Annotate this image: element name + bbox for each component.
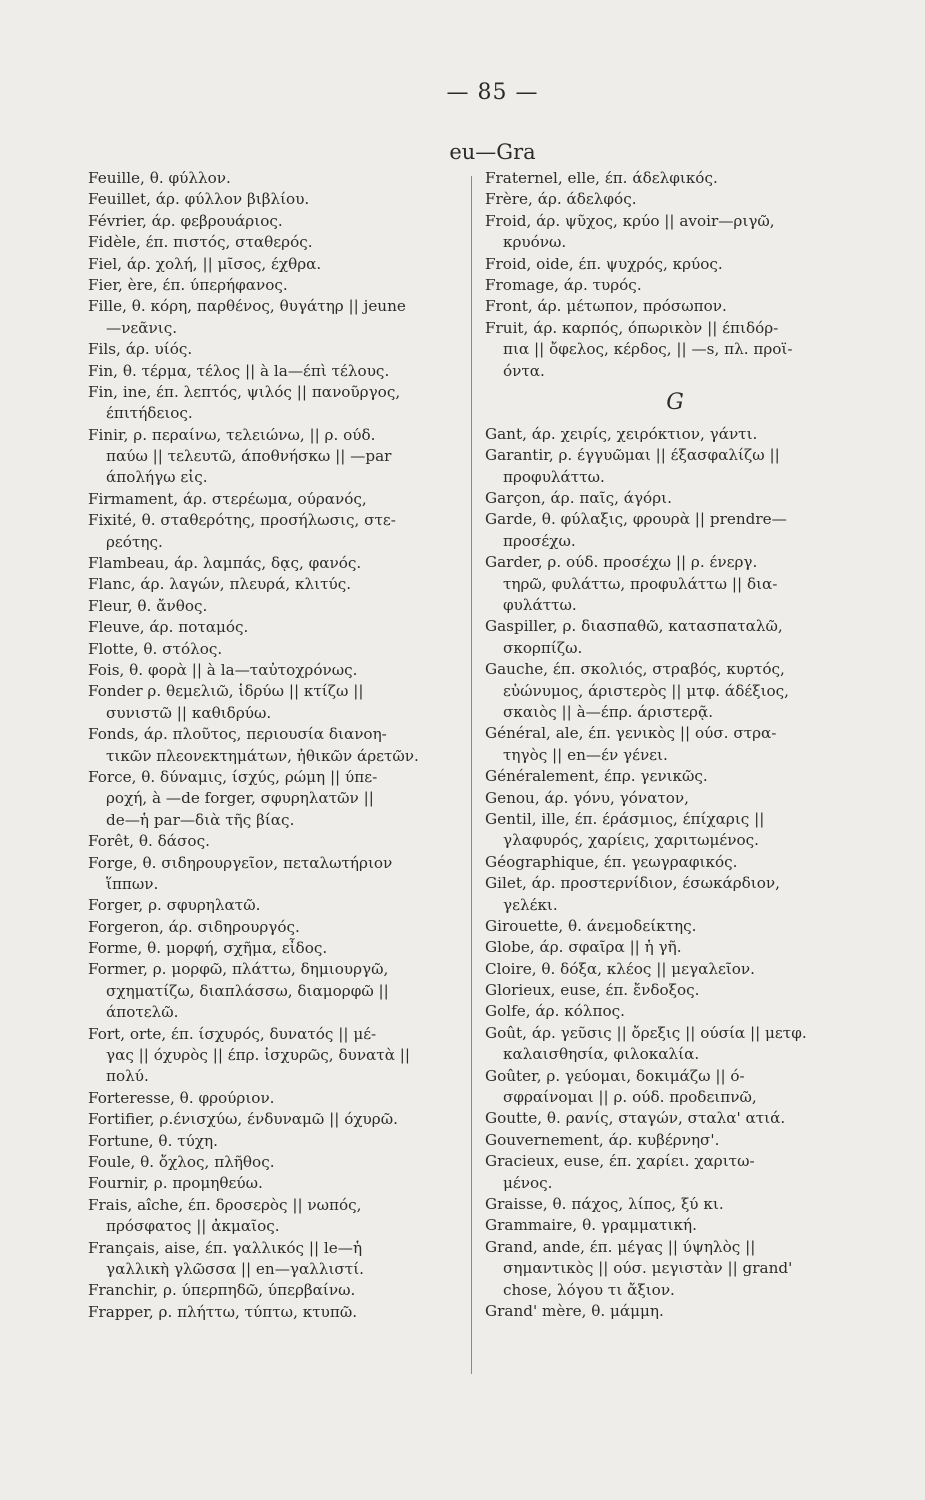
dictionary-entry-line: Forgeron, άρ. σιδηρουργός. bbox=[88, 917, 300, 936]
dictionary-entry-line: Forme, θ. μορφή, σχῆμα, εἶδος. bbox=[88, 939, 328, 958]
dictionary-entry-line: Fois, θ. φορὰ || à la—ταὐτοχρόνως. bbox=[88, 660, 358, 679]
dictionary-entry-line: Fruit, άρ. καρπός, όπωρικὸν || έπιδόρ- bbox=[485, 318, 779, 337]
entry-continuation-line: ρεότης. bbox=[106, 532, 163, 551]
entry-continuation-line: γας || όχυρὸς || έπρ. ἰσχυρῶς, δυνατὰ || bbox=[106, 1046, 411, 1065]
dictionary-entry-line: Gauche, έπ. σκολιός, στραβός, κυρτός, bbox=[485, 660, 785, 679]
entry-continuation-line: έπιτήδειος. bbox=[106, 404, 193, 423]
dictionary-entry-line: Gentil, ille, έπ. έράσμιος, έπίχαρις || bbox=[485, 809, 765, 828]
dictionary-entry-line: Front, άρ. μέτωπον, πρόσωπον. bbox=[485, 297, 727, 316]
dictionary-entry-line: Février, άρ. φεβρουάριος. bbox=[88, 211, 283, 230]
dictionary-entry-line: Fin, θ. τέρμα, τέλος || à la—έπὶ τέλους. bbox=[88, 361, 390, 380]
dictionary-entry-line: Gilet, άρ. προστερνίδιον, έσωκάρδιον, bbox=[485, 874, 780, 893]
dictionary-entry-line: Garantir, ρ. έγγυῶμαι || έξασφαλίζω || bbox=[485, 446, 780, 465]
dictionary-entry-line: Forger, ρ. σφυρηλατῶ. bbox=[88, 896, 261, 915]
entry-continuation-line: ροχή, à —de forger, σφυρηλατῶν || bbox=[106, 789, 374, 808]
entry-continuation-line: σημαντικὸς || ούσ. μεγιστὰν || grand' bbox=[503, 1259, 793, 1278]
dictionary-entry-line: Gaspiller, ρ. διασπαθῶ, κατασπαταλῶ, bbox=[485, 617, 783, 636]
page-number: — 85 — bbox=[446, 80, 539, 105]
dictionary-entry-line: Fiel, άρ. χολή, || μῖσος, έχθρα. bbox=[88, 254, 322, 273]
dictionary-entry-line: Fleur, θ. ἄνθος. bbox=[88, 596, 208, 615]
dictionary-entry-line: Graisse, θ. πάχος, λίπος, ξύ κι. bbox=[485, 1194, 724, 1213]
entry-continuation-line: μένος. bbox=[503, 1173, 553, 1192]
dictionary-entry-line: Flotte, θ. στόλος. bbox=[88, 639, 223, 658]
entry-continuation-line: σκορπίζω. bbox=[503, 638, 583, 657]
dictionary-entry-line: Garder, ρ. ούδ. προσέχω || ρ. ένεργ. bbox=[485, 553, 758, 572]
entry-continuation-line: άπολήγω εἰς. bbox=[106, 468, 208, 487]
dictionary-entry-line: Gouvernement, άρ. κυβέρνησ'. bbox=[485, 1130, 720, 1149]
entry-range-header: eu—Gra bbox=[449, 140, 536, 164]
dictionary-entry-line: Français, aise, έπ. γαλλικός || le—ἡ bbox=[88, 1238, 363, 1257]
dictionary-entry-line: Goutte, θ. ρανίς, σταγών, σταλα' ατιά. bbox=[485, 1109, 786, 1128]
section-letter-g: G bbox=[666, 389, 684, 415]
left-column bbox=[88, 168, 463, 1323]
dictionary-entry-line: Fille, θ. κόρη, παρθένος, θυγάτηρ || jeune bbox=[88, 297, 406, 316]
entry-continuation-line: φυλάττω. bbox=[503, 596, 577, 615]
entry-continuation-line: —νεᾶνις. bbox=[106, 318, 178, 337]
entry-continuation-line: γλαφυρός, χαρίεις, χαριτωμένος. bbox=[503, 831, 759, 850]
dictionary-entry-line: Forêt, θ. δάσος. bbox=[88, 832, 210, 851]
dictionary-entry-line: Fonder ρ. θεμελιῶ, ἱδρύω || κτίζω || bbox=[88, 682, 364, 701]
dictionary-entry-line: Flambeau, άρ. λαμπάς, δᾳς, φανός. bbox=[88, 554, 362, 573]
dictionary-entry-line: Feuillet, άρ. φύλλον βιβλίου. bbox=[88, 190, 310, 209]
dictionary-entry-line: Frais, aîche, έπ. δροσερὸς || νωπός, bbox=[88, 1195, 362, 1214]
dictionary-entry-line: Golfe, άρ. κόλπος. bbox=[485, 1002, 625, 1021]
dictionary-entry-line: Géographique, έπ. γεωγραφικός. bbox=[485, 852, 738, 871]
dictionary-entry-line: Fort, orte, έπ. ίσχυρός, δυνατός || μέ- bbox=[88, 1024, 377, 1043]
dictionary-entry-line: Gant, άρ. χειρίς, χειρόκτιον, γάντι. bbox=[485, 424, 758, 443]
entry-continuation-line: σκαιὸς || à—έπρ. άριστερᾷ. bbox=[503, 702, 714, 721]
entry-continuation-line: γαλλικὴ γλῶσσα || en—γαλλιστί. bbox=[106, 1259, 364, 1278]
right-column bbox=[485, 168, 865, 1322]
dictionary-entry-line: Généralement, έπρ. γενικῶς. bbox=[485, 767, 708, 786]
dictionary-entry-line: Froid, oide, έπ. ψυχρός, κρύος. bbox=[485, 254, 723, 273]
dictionary-entry-line: Franchir, ρ. ύπερπηδῶ, ύπερβαίνω. bbox=[88, 1281, 356, 1300]
dictionary-entry-line: Globe, άρ. σφαῖρα || ἡ γῆ. bbox=[485, 938, 682, 957]
dictionary-entry-line: Fonds, άρ. πλοῦτος, περιουσία διανοη- bbox=[88, 725, 387, 744]
entry-continuation-line: εὐώνυμος, άριστερὸς || μτφ. άδέξιος, bbox=[503, 681, 789, 700]
entry-continuation-line: συνιστῶ || καθιδρύω. bbox=[106, 703, 272, 722]
dictionary-entry-line: Fin, ine, έπ. λεπτός, ψιλός || πανοῦργος, bbox=[88, 382, 401, 401]
entry-continuation-line: chose, λόγου τι ἄξιον. bbox=[503, 1280, 675, 1299]
dictionary-entry-line: Flanc, άρ. λαγών, πλευρά, κλιτύς. bbox=[88, 575, 352, 594]
right-column-f-entries bbox=[485, 168, 865, 382]
dictionary-entry-line: Fier, ère, έπ. ύπερήφανος. bbox=[88, 275, 288, 294]
entry-continuation-line: σχηματίζω, διαπλάσσω, διαμορφῶ || bbox=[106, 981, 389, 1000]
entry-continuation-line: προφυλάττω. bbox=[503, 467, 605, 486]
dictionary-entry-line: Garde, θ. φύλαξις, φρουρὰ || prendre— bbox=[485, 510, 787, 529]
dictionary-entry-line: Fromage, άρ. τυρός. bbox=[485, 275, 642, 294]
entry-continuation-line: τηρῶ, φυλάττω, προφυλάττω || δια- bbox=[503, 574, 778, 593]
entry-continuation-line: σφραίνομαι || ρ. ούδ. προδειπνῶ, bbox=[503, 1088, 757, 1107]
column-divider bbox=[471, 176, 472, 1374]
entry-continuation-line: παύω || τελευτῶ, άποθνήσκω || —par bbox=[106, 447, 392, 466]
dictionary-entry-line: Fournir, ρ. προμηθεύω. bbox=[88, 1174, 263, 1193]
dictionary-entry-line: Grand, ande, έπ. μέγας || ύψηλὸς || bbox=[485, 1237, 756, 1256]
dictionary-entry-line: Garçon, άρ. παῖς, άγόρι. bbox=[485, 489, 672, 508]
dictionary-entry-line: Grammaire, θ. γραμματική. bbox=[485, 1216, 697, 1235]
dictionary-entry-line: Fortifier, ρ.ένισχύω, ένδυναμῶ || όχυρῶ. bbox=[88, 1110, 398, 1129]
dictionary-entry-line: Foule, θ. ὄχλος, πλῆθος. bbox=[88, 1152, 275, 1171]
dictionary-entry-line: Fixité, θ. σταθερότης, προσήλωσις, στε- bbox=[88, 511, 396, 530]
dictionary-entry-line: Feuille, θ. φύλλον. bbox=[88, 169, 231, 187]
entry-continuation-line: γελέκι. bbox=[503, 895, 558, 914]
dictionary-entry-line: Fortune, θ. τύχη. bbox=[88, 1131, 218, 1150]
right-column-g-entries bbox=[485, 424, 865, 1322]
dictionary-entry-line: Froid, άρ. ψῦχος, κρύο || avoir—ριγῶ, bbox=[485, 211, 775, 230]
dictionary-entry-line: Gracieux, euse, έπ. χαρίει. χαριτω- bbox=[485, 1152, 755, 1171]
dictionary-entry-line: Genou, άρ. γόνυ, γόνατον, bbox=[485, 788, 689, 807]
entry-continuation-line: πια || ὄφελος, κέρδος, || —s, πλ. προϊ- bbox=[503, 340, 793, 359]
dictionary-entry-line: Girouette, θ. άνεμοδείκτης. bbox=[485, 916, 697, 935]
entry-continuation-line: πρόσφατος || ἀκμαῖος. bbox=[106, 1217, 280, 1236]
dictionary-entry-line: Cloire, θ. δόξα, κλέος || μεγαλεῖον. bbox=[485, 959, 755, 978]
dictionary-entry-line: Forge, θ. σιδηρουργεῖον, πεταλωτήριον bbox=[88, 853, 393, 872]
entry-continuation-line: καλαισθησία, φιλοκαλία. bbox=[503, 1045, 700, 1064]
dictionary-entry-line: Former, ρ. μορφῶ, πλάττω, δημιουργῶ, bbox=[88, 960, 389, 979]
dictionary-entry-line: Goût, άρ. γεῦσις || ὄρεξις || ούσία || μετφ. bbox=[485, 1023, 807, 1042]
dictionary-entry-line: Frère, άρ. άδελφός. bbox=[485, 190, 637, 209]
dictionary-entry-line: Grand' mère, θ. μάμμη. bbox=[485, 1301, 664, 1320]
dictionary-entry-line: Frapper, ρ. πλήττω, τύπτω, κτυπῶ. bbox=[88, 1302, 358, 1321]
dictionary-entry-line: Général, ale, έπ. γενικὸς || ούσ. στρα- bbox=[485, 724, 777, 743]
dictionary-entry-line: Finir, ρ. περαίνω, τελειώνω, || ρ. ούδ. bbox=[88, 425, 376, 444]
entry-continuation-line: πολύ. bbox=[106, 1067, 149, 1086]
dictionary-entry-line: Force, θ. δύναμις, ίσχύς, ρώμη || ύπε- bbox=[88, 767, 378, 786]
entry-continuation-line: ἵππων. bbox=[106, 874, 159, 893]
entry-continuation-line: τηγὸς || en—έν γένει. bbox=[503, 745, 668, 764]
entry-continuation-line: κρυόνω. bbox=[503, 233, 567, 252]
dictionary-entry-line: Fleuve, άρ. ποταμός. bbox=[88, 618, 249, 637]
dictionary-entry-line: Forteresse, θ. φρούριον. bbox=[88, 1088, 275, 1107]
dictionary-entry-line: Firmament, άρ. στερέωμα, ούρανός, bbox=[88, 489, 367, 508]
dictionary-entry-line: Fidèle, έπ. πιστός, σταθερός. bbox=[88, 233, 313, 252]
dictionary-entry-line: Glorieux, euse, έπ. ἔνδοξος. bbox=[485, 981, 700, 1000]
dictionary-entry-line: Fraternel, elle, έπ. άδελφικός. bbox=[485, 169, 718, 187]
entry-continuation-line: de—ἡ par—διὰ τῆς βίας. bbox=[106, 810, 295, 829]
dictionary-entry-line: Fils, άρ. υίός. bbox=[88, 340, 193, 359]
entry-continuation-line: άποτελῶ. bbox=[106, 1003, 179, 1022]
entry-continuation-line: τικῶν πλεονεκτημάτων, ἠθικῶν άρετῶν. bbox=[106, 746, 419, 765]
dictionary-entry-line: Goûter, ρ. γεύομαι, δοκιμάζω || ό- bbox=[485, 1066, 745, 1085]
entry-continuation-line: όντα. bbox=[503, 361, 545, 380]
entry-continuation-line: προσέχω. bbox=[503, 531, 576, 550]
